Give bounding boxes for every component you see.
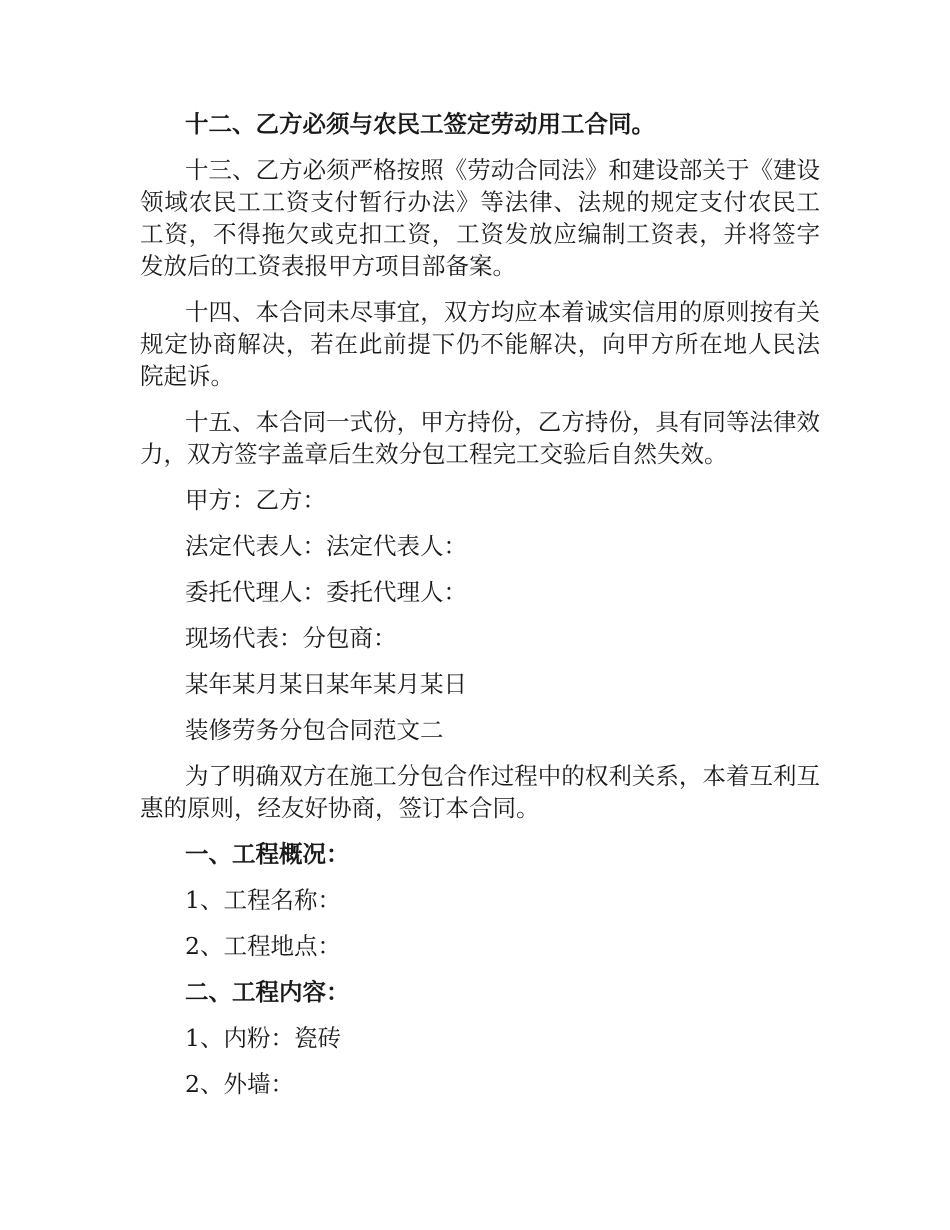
section-1-heading: 一、工程概况：	[185, 840, 350, 868]
clause-14-paragraph: 十四、本合同未尽事宜，双方均应本着诚实信用的原则按有关规定协商解决，若在此前提下仍不能解决，向甲方所在地人民法院起诉。	[140, 298, 820, 390]
sample-title: 装修劳务分包合同范文二	[185, 716, 444, 744]
authorized-agents-line: 委托代理人：委托代理人：	[185, 578, 467, 606]
dates-line: 某年某月某日某年某月某日	[185, 670, 467, 698]
content-item-2: 2、外墙：	[185, 1070, 294, 1098]
project-name-line: 1、工程名称：	[185, 886, 341, 914]
clause-13-paragraph: 十三、乙方必须严格按照《劳动合同法》和建设部关于《建设领域农民工工资支付暂行办法》等法律、法规的规定支付农民工工资，不得拖欠或克扣工资，工资发放应编制工资表，并将签字发放后的工资表报甲方项目部备案。	[140, 156, 820, 280]
clause-12-paragraph: 十二、乙方必须与农民工签定劳动用工合同。	[185, 110, 655, 138]
parties-line: 甲方：乙方：	[185, 486, 326, 514]
site-representative-line: 现场代表：分包商：	[185, 624, 397, 652]
preamble-paragraph: 为了明确双方在施工分包合作过程中的权利关系，本着互利互惠的原则，经友好协商，签订本合同。	[140, 762, 820, 822]
section-2-heading: 二、工程内容：	[185, 978, 350, 1006]
document-body	[140, 108, 820, 1114]
clause-15-paragraph: 十五、本合同一式份，甲方持份，乙方持份，具有同等法律效力，双方签字盖章后生效分包工程完工交验后自然失效。	[140, 408, 820, 468]
content-item-1: 1、内粉：瓷砖	[185, 1024, 341, 1052]
project-location-line: 2、工程地点：	[185, 932, 341, 960]
legal-representatives-line: 法定代表人：法定代表人：	[185, 532, 467, 560]
